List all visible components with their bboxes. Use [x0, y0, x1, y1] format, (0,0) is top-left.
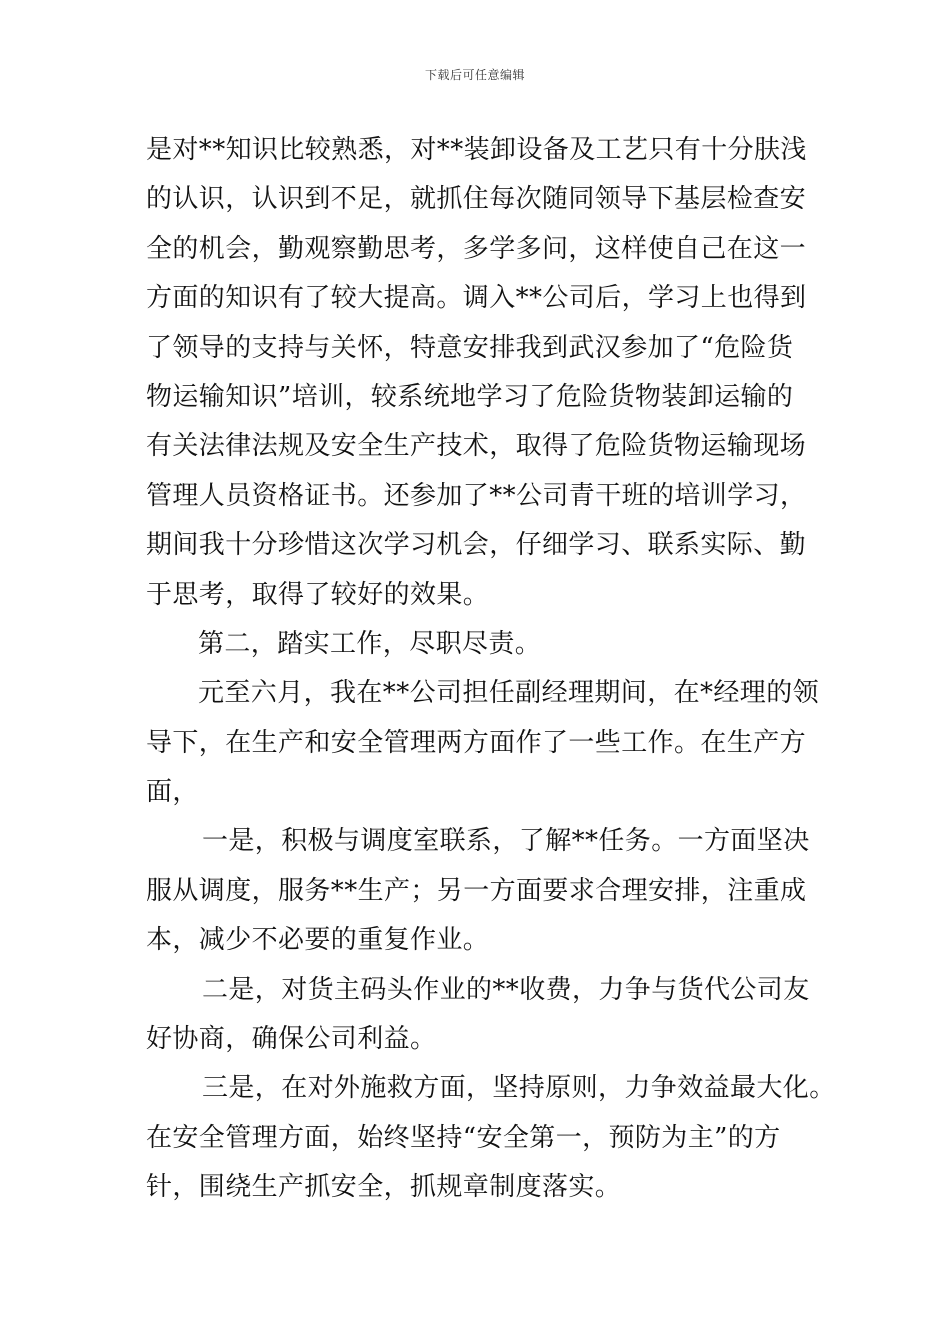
text-line-20: 三是，在对外施救方面，坚持原则，力争效益最大化。 [202, 1073, 836, 1104]
text-line-16: 服从调度，服务**生产；另一方面要求合理安排，注重成 [146, 875, 807, 906]
text-line-14: 面， [146, 777, 199, 808]
text-line-15: 一是，积极与调度室联系，了解**任务。一方面坚决 [202, 826, 810, 857]
text-line-2: 的认识，认识到不足，就抓住每次随同领导下基层检查安 [146, 184, 807, 215]
text-line-17: 本，减少不必要的重复作业。 [146, 925, 490, 956]
text-line-10: 于思考，取得了较好的效果。 [146, 579, 490, 610]
text-line-4: 方面的知识有了较大提高。调入**公司后，学习上也得到 [146, 283, 807, 314]
text-line-8: 管理人员资格证书。还参加了**公司青干班的培训学习， [146, 480, 807, 511]
section-heading-second: 第二，踏实工作，尽职尽责。 [198, 628, 542, 659]
text-line-18: 二是，对货主码头作业的**收费，力争与货代公司友 [202, 974, 810, 1005]
text-line-12: 元至六月，我在**公司担任副经理期间，在*经理的领 [198, 678, 820, 709]
text-line-7: 有关法律法规及安全生产技术，取得了危险货物运输现场 [146, 431, 807, 462]
text-line-5: 了领导的支持与关怀，特意安排我到武汉参加了“危险货 [146, 332, 794, 363]
text-line-1: 是对**知识比较熟悉，对**装卸设备及工艺只有十分肤浅 [146, 135, 807, 165]
text-line-22: 针，围绕生产抓安全，抓规章制度落实。 [146, 1172, 622, 1203]
document-body [146, 126, 836, 1213]
page-header: 下载后可任意编辑 [424, 68, 525, 82]
text-line-21: 在安全管理方面，始终坚持“安全第一，预防为主”的方 [146, 1122, 781, 1153]
text-line-19: 好协商，确保公司利益。 [146, 1024, 437, 1055]
text-line-6: 物运输知识”培训，较系统地学习了危险货物装卸运输的 [146, 381, 794, 412]
text-line-3: 全的机会，勤观察勤思考，多学多问，这样使自己在这一 [146, 233, 807, 264]
text-line-13: 导下，在生产和安全管理两方面作了一些工作。在生产方 [146, 727, 807, 758]
text-line-9: 期间我十分珍惜这次学习机会，仔细学习、联系实际、勤 [146, 530, 807, 561]
